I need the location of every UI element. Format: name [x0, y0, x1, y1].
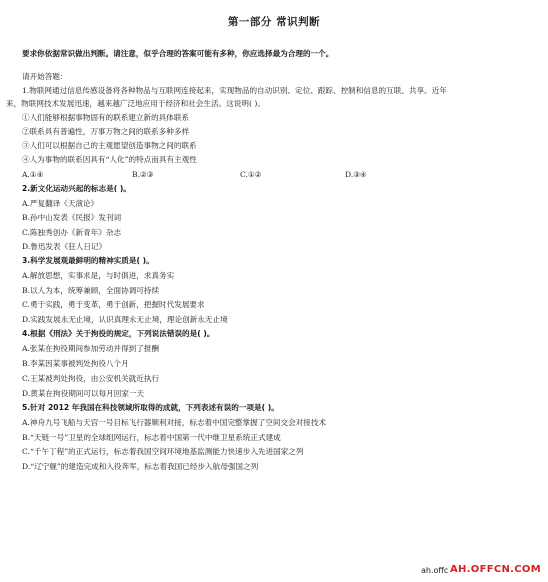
watermark-left: ah.offc [421, 566, 449, 575]
q3-stem: 3.科学发展观最鲜明的精神实质是( )。 [22, 256, 154, 265]
q3-option-c[interactable]: C.勇于实践，勇于变革，勇于创新，把握时代发展要求 [22, 300, 205, 309]
q4-option-b[interactable]: B.李某因某事被判处拘役八个月 [22, 359, 129, 368]
q1-option-a[interactable]: A.①④ [22, 170, 44, 179]
q4-stem: 4.根据《刑法》关于拘役的规定，下列说法错误的是( )。 [22, 329, 215, 338]
q4-option-c[interactable]: C.王某被判处拘役，由公安机关就近执行 [22, 374, 160, 383]
q2-option-c[interactable]: C.陈独秀创办《新青年》杂志 [22, 228, 122, 237]
q1-stem-line2: 来，物联网技术发展迅速，越来越广泛地应用于经济和社会生活。这说明( )。 [6, 99, 265, 108]
q5-stem: 5.针对 2012 年我国在科技领域所取得的成就，下列表述有误的一项是( )。 [22, 403, 279, 412]
q1-option-b[interactable]: B.②③ [132, 170, 154, 179]
q4-option-d[interactable]: D.黄某在拘役期间可以每月回家一天 [22, 389, 145, 398]
q4-option-a[interactable]: A.张某在拘役期间参加劳动并得到了报酬 [22, 344, 159, 353]
q5-option-a[interactable]: A.神舟九号飞船与天宫一号目标飞行器顺利对接，标志着中国完整掌握了空间交会对接技术 [22, 418, 327, 427]
q2-stem: 2.新文化运动兴起的标志是( )。 [22, 184, 131, 193]
watermark-logo: AH.OFFCN.COM [450, 564, 541, 575]
q1-option-d[interactable]: D.③④ [345, 170, 367, 179]
start-prompt: 请开始答题： [22, 72, 68, 81]
q2-option-d[interactable]: D.鲁迅发表《狂人日记》 [22, 242, 107, 251]
q3-option-d[interactable]: D.实践发展永无止境，认识真理永无止境，理论创新永无止境 [22, 315, 228, 324]
q3-option-b[interactable]: B.以人为本，统筹兼顾，全面协调可持续 [22, 286, 160, 295]
q1-stem-line1: 1.物联网通过信息传感设备将各种物品与互联网连接起来，实现物品的自动识别、定位、跟踪、控制和信息的互联、共享。近年 [22, 86, 447, 95]
q1-statement-2: ②联系具有普遍性，万事万物之间的联系多种多样 [22, 127, 190, 136]
q2-option-a[interactable]: A.严复翻译《天演论》 [22, 199, 99, 208]
q1-statement-1: ①人们能够根据事物固有的联系建立新的具体联系 [22, 113, 190, 122]
q3-option-a[interactable]: A.解放思想，实事求是，与时俱进，求真务实 [22, 271, 175, 280]
q5-option-d[interactable]: D.“辽宁舰”的建造完成和入役奔军，标志着我国已经步入航母强国之列 [22, 462, 259, 471]
q5-option-c[interactable]: C.“千午丁程”的正式运行，标志着我国空间环境地基监测能力快速步入先进国家之列 [22, 447, 304, 456]
q2-option-b[interactable]: B.孙中山发表《民报》发刊词 [22, 213, 122, 222]
q1-statement-4: ④人为事物的联系因具有“人化”的特点而具有主观性 [22, 155, 197, 164]
q1-statement-3: ③人们可以根据自己的主观愿望创造事物之间的联系 [22, 141, 197, 150]
page-title: 第一部分 常识判断 [227, 16, 321, 28]
q1-option-c[interactable]: C.①② [240, 170, 262, 179]
instruction-text: 要求你依据常识做出判断。请注意，似乎合理的答案可能有多种，你应选择最为合理的一个。 [22, 49, 334, 58]
q5-option-b[interactable]: B.“天链一号”卫星的全球组网运行，标志着中国第一代中继卫星系统正式建成 [22, 433, 281, 442]
